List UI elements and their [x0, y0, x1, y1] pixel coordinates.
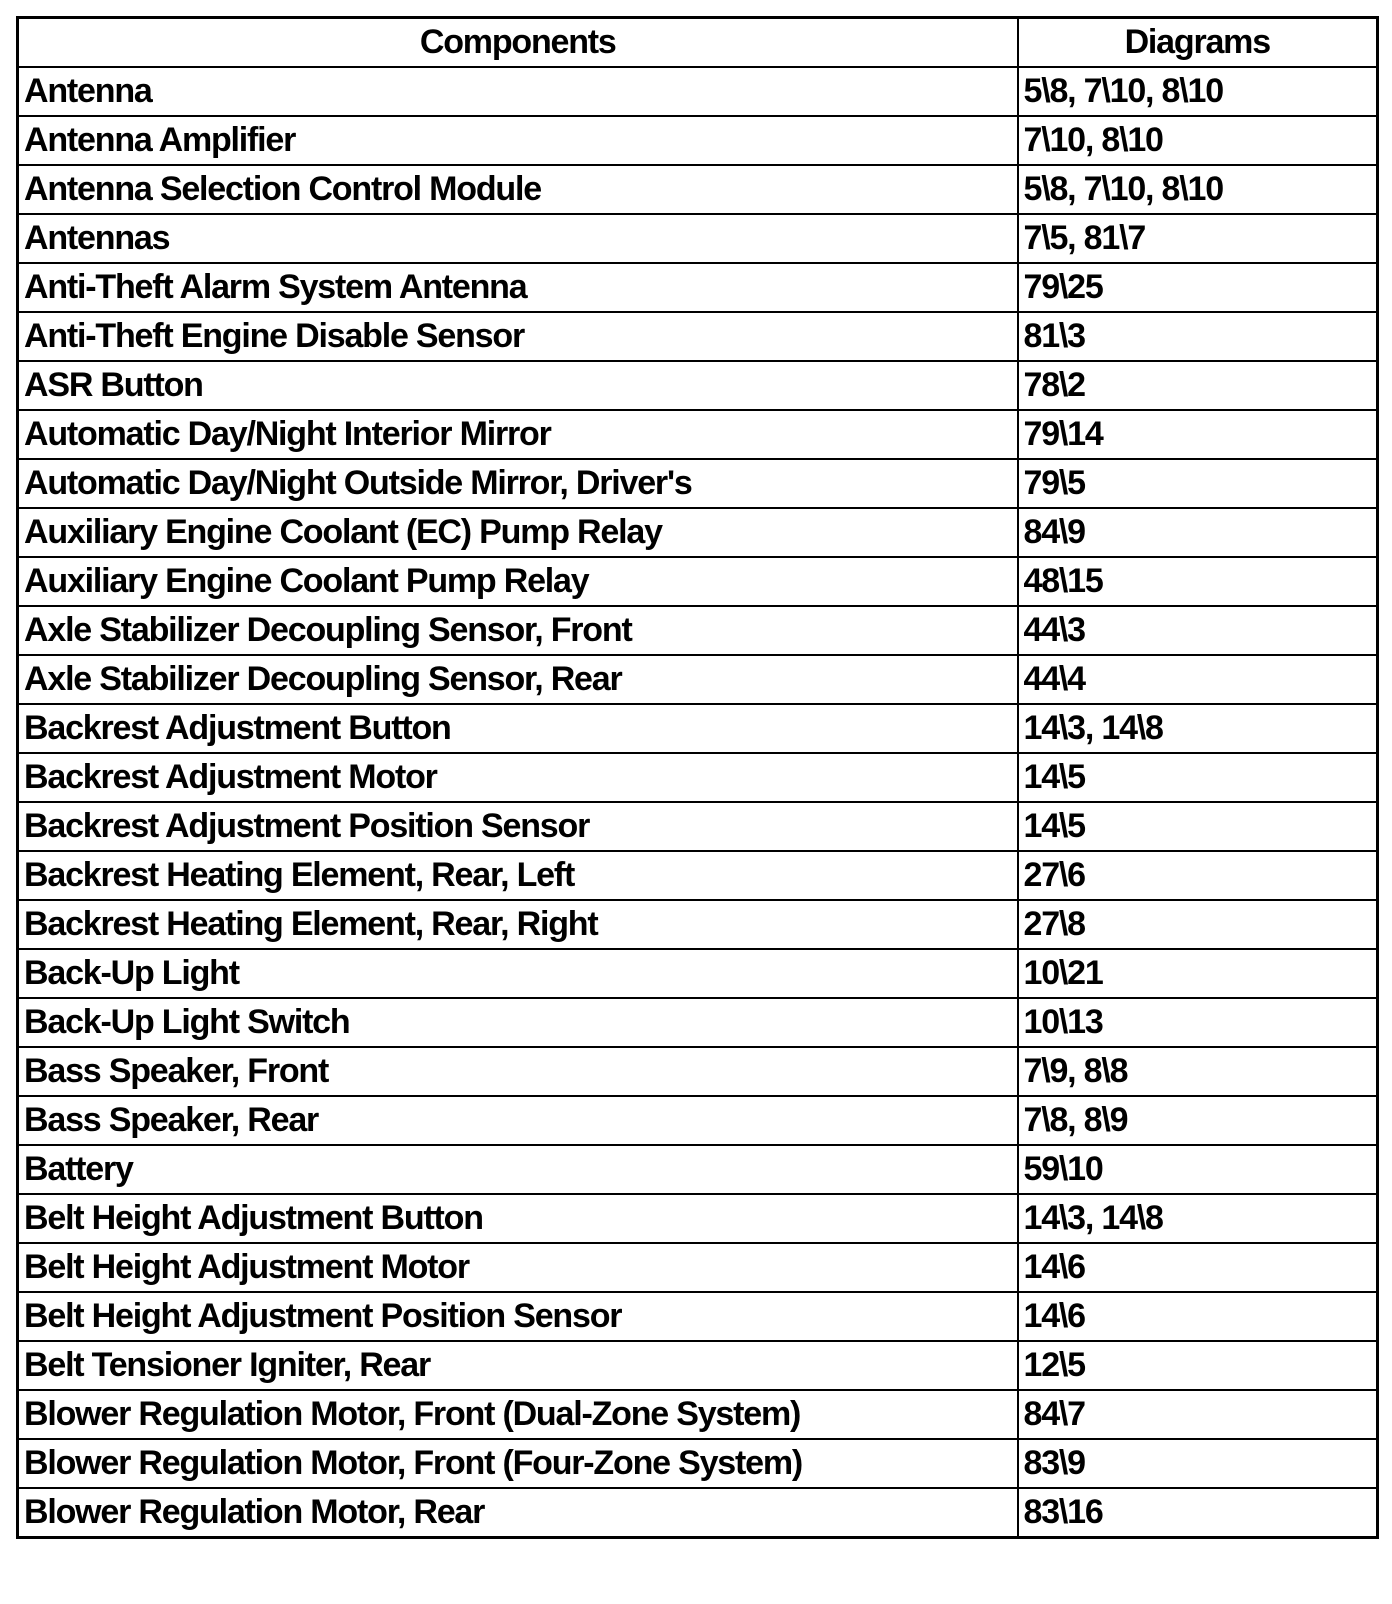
table-row	[18, 1096, 1378, 1145]
diagrams-cell: 7\5, 81\7	[1018, 214, 1378, 263]
component-cell: Backrest Adjustment Position Sensor	[18, 802, 1018, 851]
component-cell: Auxiliary Engine Coolant Pump Relay	[18, 557, 1018, 606]
component-cell: Antennas	[18, 214, 1018, 263]
diagrams-cell: 59\10	[1018, 1145, 1378, 1194]
diagrams-cell: 10\13	[1018, 998, 1378, 1047]
table-row	[18, 753, 1378, 802]
components-table	[16, 16, 1379, 1539]
component-cell: Backrest Heating Element, Rear, Right	[18, 900, 1018, 949]
diagrams-cell: 14\3, 14\8	[1018, 1194, 1378, 1243]
component-cell: Back-Up Light Switch	[18, 998, 1018, 1047]
diagrams-cell: 27\8	[1018, 900, 1378, 949]
table-row	[18, 606, 1378, 655]
component-cell: Antenna Selection Control Module	[18, 165, 1018, 214]
table-row	[18, 1243, 1378, 1292]
table-row	[18, 1439, 1378, 1488]
component-cell: Bass Speaker, Front	[18, 1047, 1018, 1096]
table-row	[18, 116, 1378, 165]
table-header-row	[18, 18, 1378, 68]
diagrams-cell: 79\25	[1018, 263, 1378, 312]
diagrams-cell: 14\6	[1018, 1243, 1378, 1292]
component-cell: ASR Button	[18, 361, 1018, 410]
component-cell: Antenna Amplifier	[18, 116, 1018, 165]
diagrams-cell: 84\9	[1018, 508, 1378, 557]
table-row	[18, 1390, 1378, 1439]
table-row	[18, 214, 1378, 263]
table-row	[18, 263, 1378, 312]
diagrams-cell: 83\16	[1018, 1488, 1378, 1538]
diagrams-cell: 79\5	[1018, 459, 1378, 508]
component-cell: Automatic Day/Night Outside Mirror, Driver's	[18, 459, 1018, 508]
component-cell: Battery	[18, 1145, 1018, 1194]
table-row	[18, 410, 1378, 459]
component-cell: Belt Height Adjustment Motor	[18, 1243, 1018, 1292]
component-cell: Backrest Heating Element, Rear, Left	[18, 851, 1018, 900]
component-cell: Blower Regulation Motor, Front (Dual-Zone System)	[18, 1390, 1018, 1439]
table-row	[18, 949, 1378, 998]
component-cell: Backrest Adjustment Button	[18, 704, 1018, 753]
table-row	[18, 704, 1378, 753]
table-row	[18, 361, 1378, 410]
table-row	[18, 1194, 1378, 1243]
diagrams-cell: 79\14	[1018, 410, 1378, 459]
diagrams-cell: 44\3	[1018, 606, 1378, 655]
diagrams-cell: 5\8, 7\10, 8\10	[1018, 67, 1378, 116]
diagrams-cell: 7\10, 8\10	[1018, 116, 1378, 165]
component-cell: Bass Speaker, Rear	[18, 1096, 1018, 1145]
table-row	[18, 459, 1378, 508]
component-cell: Automatic Day/Night Interior Mirror	[18, 410, 1018, 459]
table-row	[18, 67, 1378, 116]
table-row	[18, 851, 1378, 900]
component-cell: Axle Stabilizer Decoupling Sensor, Rear	[18, 655, 1018, 704]
table-body	[18, 67, 1378, 1538]
component-cell: Belt Height Adjustment Button	[18, 1194, 1018, 1243]
table-row	[18, 655, 1378, 704]
diagrams-cell: 81\3	[1018, 312, 1378, 361]
diagrams-cell: 10\21	[1018, 949, 1378, 998]
table-row	[18, 1145, 1378, 1194]
table-row	[18, 508, 1378, 557]
component-cell: Backrest Adjustment Motor	[18, 753, 1018, 802]
table-row	[18, 165, 1378, 214]
component-cell: Auxiliary Engine Coolant (EC) Pump Relay	[18, 508, 1018, 557]
table-row	[18, 312, 1378, 361]
components-table-wrapper	[16, 16, 1376, 1539]
diagrams-cell: 14\3, 14\8	[1018, 704, 1378, 753]
component-cell: Axle Stabilizer Decoupling Sensor, Front	[18, 606, 1018, 655]
column-header-diagrams: Diagrams	[1018, 18, 1378, 68]
diagrams-cell: 14\6	[1018, 1292, 1378, 1341]
column-header-components: Components	[18, 18, 1018, 68]
component-cell: Anti-Theft Alarm System Antenna	[18, 263, 1018, 312]
component-cell: Belt Height Adjustment Position Sensor	[18, 1292, 1018, 1341]
table-row	[18, 1341, 1378, 1390]
table-row	[18, 1488, 1378, 1538]
diagrams-cell: 44\4	[1018, 655, 1378, 704]
diagrams-cell: 78\2	[1018, 361, 1378, 410]
diagrams-cell: 48\15	[1018, 557, 1378, 606]
table-row	[18, 802, 1378, 851]
table-row	[18, 557, 1378, 606]
diagrams-cell: 27\6	[1018, 851, 1378, 900]
diagrams-cell: 83\9	[1018, 1439, 1378, 1488]
component-cell: Belt Tensioner Igniter, Rear	[18, 1341, 1018, 1390]
table-row	[18, 1047, 1378, 1096]
component-cell: Back-Up Light	[18, 949, 1018, 998]
diagrams-cell: 14\5	[1018, 753, 1378, 802]
diagrams-cell: 5\8, 7\10, 8\10	[1018, 165, 1378, 214]
component-cell: Blower Regulation Motor, Rear	[18, 1488, 1018, 1538]
table-row	[18, 900, 1378, 949]
component-cell: Blower Regulation Motor, Front (Four-Zone System)	[18, 1439, 1018, 1488]
diagrams-cell: 12\5	[1018, 1341, 1378, 1390]
diagrams-cell: 14\5	[1018, 802, 1378, 851]
diagrams-cell: 7\8, 8\9	[1018, 1096, 1378, 1145]
table-row	[18, 998, 1378, 1047]
diagrams-cell: 7\9, 8\8	[1018, 1047, 1378, 1096]
diagrams-cell: 84\7	[1018, 1390, 1378, 1439]
table-row	[18, 1292, 1378, 1341]
component-cell: Anti-Theft Engine Disable Sensor	[18, 312, 1018, 361]
component-cell: Antenna	[18, 67, 1018, 116]
